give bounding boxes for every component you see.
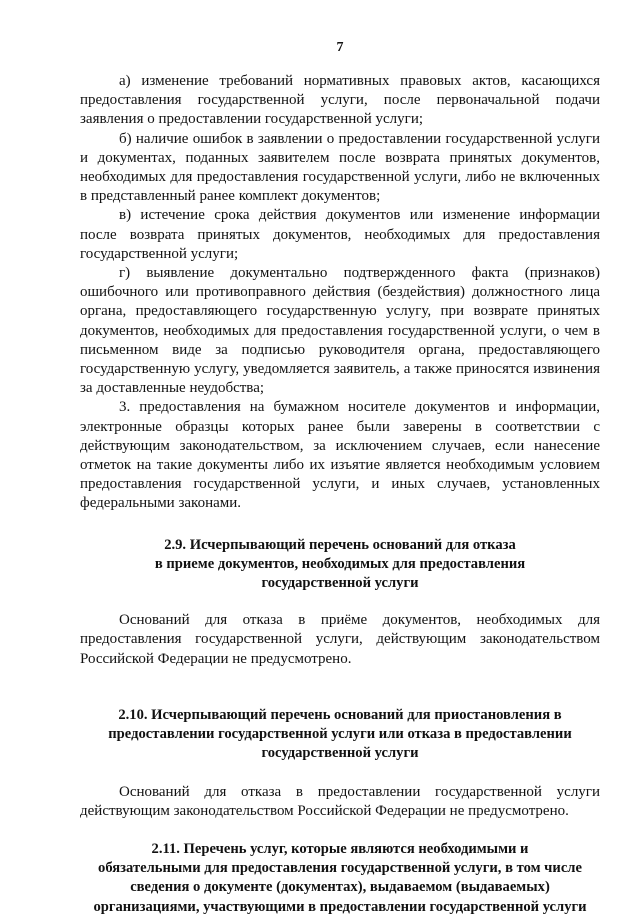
paragraph-item-b: б) наличие ошибок в заявлении о предоставлении государственной услуги и документах, поданных заявителем после возврата принятых документов, необходимых для предоставления государственной услуги, либо не включенных в представленный ранее комплект документов; [80, 130, 600, 205]
section-2-10-text: Оснований для отказа в предоставлении государственной услуги действующим законодательством Российской Федерации не предусмотрено. [80, 783, 600, 819]
heading-line: 2.10. Исчерпывающий перечень оснований для приостановления в [118, 706, 562, 723]
heading-line: организациями, участвующими в предоставлении государственной услуги [93, 898, 587, 915]
page-number: 7 [336, 40, 344, 55]
paragraph-item-3: 3. предоставления на бумажном носителе документов и информации, электронные образцы которых ранее были заверены в соответствии с действующим законодательством, за исключением случаев, если нанесение отметок на такие документы либо их изъятие является необходимым условием предоставления государственной услуги, и иных случаев, установленных федеральными законами. [80, 399, 600, 512]
heading-line: в приеме документов, необходимых для предоставления [154, 555, 526, 572]
section-2-9-heading [80, 536, 600, 594]
paragraph-item-g: г) выявление документально подтвержденного факта (признаков) ошибочного или противоправного действия (бездействия) должностного лица органа, предоставляющего государственную услугу, при возврате принятых документов, необходимых для предоставления государственной услуги, о чем в письменном виде за подписью руководителя органа, предоставляющего государственную услугу, уведомляется заявитель, а также приносятся извинения за доставленные неудобства; [80, 265, 600, 397]
heading-line: предоставлении государственной услуги или отказа в предоставлении [108, 726, 572, 743]
heading-line: 2.11. Перечень услуг, которые являются необходимыми и [151, 840, 529, 857]
heading-line: 2.9. Исчерпывающий перечень оснований для отказа [164, 536, 516, 553]
document-content [80, 72, 600, 917]
heading-line: государственной услуги [261, 745, 419, 762]
section-2-10-heading [80, 706, 600, 764]
heading-line: сведения о документе (документах), выдаваемом (выдаваемых) [130, 879, 550, 896]
paragraph-item-a: а) изменение требований нормативных правовых актов, касающихся предоставления государственной услуги, после первоначальной подачи заявления о предоставлении государственной услуги; [80, 73, 600, 128]
section-2-11-heading [80, 840, 600, 917]
paragraph-item-v: в) истечение срока действия документов или изменение информации после возврата принятых документов, необходимых для предоставления государственной услуги; [80, 207, 600, 262]
section-2-9-text: Оснований для отказа в приёме документов, необходимых для предоставления государственной услуги, действующим законодательством Российской Федерации не предусмотрено. [80, 612, 600, 667]
heading-line: государственной услуги [261, 575, 419, 592]
heading-line: обязательными для предоставления государственной услуги, в том числе [98, 860, 582, 877]
